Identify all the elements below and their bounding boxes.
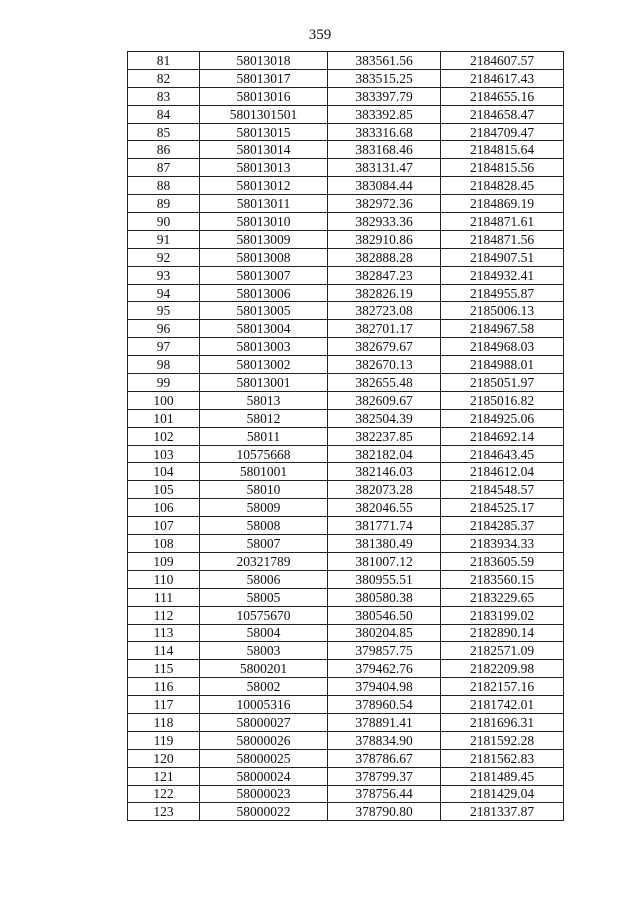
x-coordinate-cell: 378834.90 [328,731,441,749]
x-coordinate-cell: 383131.47 [328,159,441,177]
row-index-cell: 104 [128,463,200,481]
row-index-cell: 109 [128,552,200,570]
point-id-cell: 58013008 [200,248,328,266]
y-coordinate-cell: 2184525.17 [441,499,564,517]
point-id-cell: 58005 [200,588,328,606]
point-id-cell: 58000026 [200,731,328,749]
y-coordinate-cell: 2181562.83 [441,749,564,767]
table-row [128,159,564,177]
table-row [128,678,564,696]
y-coordinate-cell: 2184655.16 [441,87,564,105]
row-index-cell: 103 [128,445,200,463]
x-coordinate-cell: 382237.85 [328,427,441,445]
x-coordinate-cell: 379462.76 [328,660,441,678]
table-row [128,696,564,714]
y-coordinate-cell: 2184658.47 [441,105,564,123]
y-coordinate-cell: 2183934.33 [441,535,564,553]
y-coordinate-cell: 2181742.01 [441,696,564,714]
row-index-cell: 116 [128,678,200,696]
x-coordinate-cell: 382146.03 [328,463,441,481]
y-coordinate-cell: 2184709.47 [441,123,564,141]
table-row [128,123,564,141]
y-coordinate-cell: 2181337.87 [441,803,564,821]
row-index-cell: 83 [128,87,200,105]
y-coordinate-cell: 2184871.56 [441,230,564,248]
point-id-cell: 58013001 [200,374,328,392]
row-index-cell: 87 [128,159,200,177]
point-id-cell: 58013007 [200,266,328,284]
x-coordinate-cell: 382701.17 [328,320,441,338]
table-row [128,177,564,195]
point-id-cell: 58013012 [200,177,328,195]
table-row [128,767,564,785]
row-index-cell: 89 [128,195,200,213]
point-id-cell: 58013002 [200,356,328,374]
y-coordinate-cell: 2184285.37 [441,517,564,535]
table-row [128,356,564,374]
row-index-cell: 94 [128,284,200,302]
row-index-cell: 111 [128,588,200,606]
y-coordinate-cell: 2184815.64 [441,141,564,159]
x-coordinate-cell: 382933.36 [328,213,441,231]
row-index-cell: 121 [128,767,200,785]
point-id-cell: 58013017 [200,69,328,87]
table-row [128,141,564,159]
x-coordinate-cell: 382655.48 [328,374,441,392]
y-coordinate-cell: 2182157.16 [441,678,564,696]
y-coordinate-cell: 2184925.06 [441,409,564,427]
y-coordinate-cell: 2184988.01 [441,356,564,374]
y-coordinate-cell: 2184692.14 [441,427,564,445]
row-index-cell: 93 [128,266,200,284]
table-row [128,302,564,320]
point-id-cell: 58013 [200,391,328,409]
point-id-cell: 58008 [200,517,328,535]
x-coordinate-cell: 383168.46 [328,141,441,159]
table-row [128,570,564,588]
y-coordinate-cell: 2184967.58 [441,320,564,338]
y-coordinate-cell: 2184828.45 [441,177,564,195]
point-id-cell: 58013011 [200,195,328,213]
table-row [128,338,564,356]
point-id-cell: 5801001 [200,463,328,481]
table-row [128,284,564,302]
row-index-cell: 91 [128,230,200,248]
row-index-cell: 95 [128,302,200,320]
row-index-cell: 85 [128,123,200,141]
y-coordinate-cell: 2184643.45 [441,445,564,463]
row-index-cell: 81 [128,52,200,70]
x-coordinate-cell: 380955.51 [328,570,441,588]
point-id-cell: 20321789 [200,552,328,570]
y-coordinate-cell: 2185016.82 [441,391,564,409]
y-coordinate-cell: 2184815.56 [441,159,564,177]
row-index-cell: 120 [128,749,200,767]
table-row [128,87,564,105]
x-coordinate-cell: 383084.44 [328,177,441,195]
table-row [128,52,564,70]
table-row [128,713,564,731]
x-coordinate-cell: 383316.68 [328,123,441,141]
y-coordinate-cell: 2182209.98 [441,660,564,678]
table-row [128,749,564,767]
y-coordinate-cell: 2181592.28 [441,731,564,749]
x-coordinate-cell: 382723.08 [328,302,441,320]
point-id-cell: 58000024 [200,767,328,785]
point-id-cell: 5800201 [200,660,328,678]
table-row [128,588,564,606]
row-index-cell: 96 [128,320,200,338]
table-row [128,624,564,642]
point-id-cell: 58013010 [200,213,328,231]
coordinates-table [127,51,564,821]
table-row [128,785,564,803]
table-row [128,481,564,499]
point-id-cell: 58013013 [200,159,328,177]
table-row [128,731,564,749]
row-index-cell: 119 [128,731,200,749]
y-coordinate-cell: 2184612.04 [441,463,564,481]
point-id-cell: 58010 [200,481,328,499]
x-coordinate-cell: 378790.80 [328,803,441,821]
row-index-cell: 98 [128,356,200,374]
point-id-cell: 58002 [200,678,328,696]
row-index-cell: 105 [128,481,200,499]
point-id-cell: 58009 [200,499,328,517]
x-coordinate-cell: 380204.85 [328,624,441,642]
table-row [128,606,564,624]
table-row [128,445,564,463]
y-coordinate-cell: 2184548.57 [441,481,564,499]
x-coordinate-cell: 379857.75 [328,642,441,660]
page-number: 359 [308,27,332,43]
row-index-cell: 115 [128,660,200,678]
point-id-cell: 58004 [200,624,328,642]
point-id-cell: 58000022 [200,803,328,821]
point-id-cell: 58011 [200,427,328,445]
table-row [128,248,564,266]
point-id-cell: 58013003 [200,338,328,356]
table-row [128,660,564,678]
point-id-cell: 58013018 [200,52,328,70]
point-id-cell: 58006 [200,570,328,588]
row-index-cell: 84 [128,105,200,123]
table-row [128,463,564,481]
point-id-cell: 10005316 [200,696,328,714]
table-row [128,409,564,427]
table-row [128,320,564,338]
row-index-cell: 122 [128,785,200,803]
point-id-cell: 58000025 [200,749,328,767]
table-row [128,69,564,87]
x-coordinate-cell: 378799.37 [328,767,441,785]
y-coordinate-cell: 2184907.51 [441,248,564,266]
point-id-cell: 58000027 [200,713,328,731]
table-row [128,230,564,248]
x-coordinate-cell: 378786.67 [328,749,441,767]
y-coordinate-cell: 2183605.59 [441,552,564,570]
x-coordinate-cell: 382073.28 [328,481,441,499]
y-coordinate-cell: 2184968.03 [441,338,564,356]
x-coordinate-cell: 382679.67 [328,338,441,356]
y-coordinate-cell: 2182890.14 [441,624,564,642]
row-index-cell: 82 [128,69,200,87]
row-index-cell: 110 [128,570,200,588]
row-index-cell: 100 [128,391,200,409]
row-index-cell: 114 [128,642,200,660]
row-index-cell: 113 [128,624,200,642]
x-coordinate-cell: 378756.44 [328,785,441,803]
table-row [128,642,564,660]
x-coordinate-cell: 382888.28 [328,248,441,266]
x-coordinate-cell: 380546.50 [328,606,441,624]
table-row [128,266,564,284]
point-id-cell: 5801301501 [200,105,328,123]
x-coordinate-cell: 383397.79 [328,87,441,105]
x-coordinate-cell: 382182.04 [328,445,441,463]
row-index-cell: 118 [128,713,200,731]
row-index-cell: 107 [128,517,200,535]
y-coordinate-cell: 2181429.04 [441,785,564,803]
x-coordinate-cell: 381380.49 [328,535,441,553]
y-coordinate-cell: 2181489.45 [441,767,564,785]
table-row [128,374,564,392]
table-row [128,803,564,821]
row-index-cell: 88 [128,177,200,195]
coordinates-table-body [128,52,564,821]
point-id-cell: 58013015 [200,123,328,141]
point-id-cell: 58012 [200,409,328,427]
y-coordinate-cell: 2184955.87 [441,284,564,302]
row-index-cell: 90 [128,213,200,231]
point-id-cell: 58013009 [200,230,328,248]
x-coordinate-cell: 382910.86 [328,230,441,248]
table-row [128,195,564,213]
table-row [128,499,564,517]
y-coordinate-cell: 2183560.15 [441,570,564,588]
row-index-cell: 99 [128,374,200,392]
x-coordinate-cell: 383392.85 [328,105,441,123]
y-coordinate-cell: 2184607.57 [441,52,564,70]
row-index-cell: 92 [128,248,200,266]
y-coordinate-cell: 2181696.31 [441,713,564,731]
point-id-cell: 58000023 [200,785,328,803]
x-coordinate-cell: 382609.67 [328,391,441,409]
row-index-cell: 112 [128,606,200,624]
y-coordinate-cell: 2183229.65 [441,588,564,606]
x-coordinate-cell: 383561.56 [328,52,441,70]
x-coordinate-cell: 378891.41 [328,713,441,731]
point-id-cell: 10575670 [200,606,328,624]
table-row [128,535,564,553]
row-index-cell: 123 [128,803,200,821]
table-row [128,427,564,445]
point-id-cell: 58007 [200,535,328,553]
x-coordinate-cell: 379404.98 [328,678,441,696]
x-coordinate-cell: 381007.12 [328,552,441,570]
point-id-cell: 58013006 [200,284,328,302]
point-id-cell: 58013014 [200,141,328,159]
y-coordinate-cell: 2184617.43 [441,69,564,87]
row-index-cell: 108 [128,535,200,553]
y-coordinate-cell: 2185006.13 [441,302,564,320]
row-index-cell: 106 [128,499,200,517]
row-index-cell: 117 [128,696,200,714]
table-row [128,391,564,409]
point-id-cell: 58003 [200,642,328,660]
x-coordinate-cell: 382670.13 [328,356,441,374]
x-coordinate-cell: 380580.38 [328,588,441,606]
y-coordinate-cell: 2184871.61 [441,213,564,231]
row-index-cell: 86 [128,141,200,159]
point-id-cell: 10575668 [200,445,328,463]
x-coordinate-cell: 382504.39 [328,409,441,427]
point-id-cell: 58013004 [200,320,328,338]
table-row [128,105,564,123]
y-coordinate-cell: 2184869.19 [441,195,564,213]
table-row [128,552,564,570]
row-index-cell: 102 [128,427,200,445]
table-row [128,517,564,535]
x-coordinate-cell: 381771.74 [328,517,441,535]
x-coordinate-cell: 382046.55 [328,499,441,517]
row-index-cell: 97 [128,338,200,356]
row-index-cell: 101 [128,409,200,427]
x-coordinate-cell: 382972.36 [328,195,441,213]
y-coordinate-cell: 2184932.41 [441,266,564,284]
x-coordinate-cell: 382847.23 [328,266,441,284]
point-id-cell: 58013016 [200,87,328,105]
point-id-cell: 58013005 [200,302,328,320]
table-row [128,213,564,231]
y-coordinate-cell: 2185051.97 [441,374,564,392]
x-coordinate-cell: 382826.19 [328,284,441,302]
x-coordinate-cell: 378960.54 [328,696,441,714]
x-coordinate-cell: 383515.25 [328,69,441,87]
y-coordinate-cell: 2183199.02 [441,606,564,624]
y-coordinate-cell: 2182571.09 [441,642,564,660]
